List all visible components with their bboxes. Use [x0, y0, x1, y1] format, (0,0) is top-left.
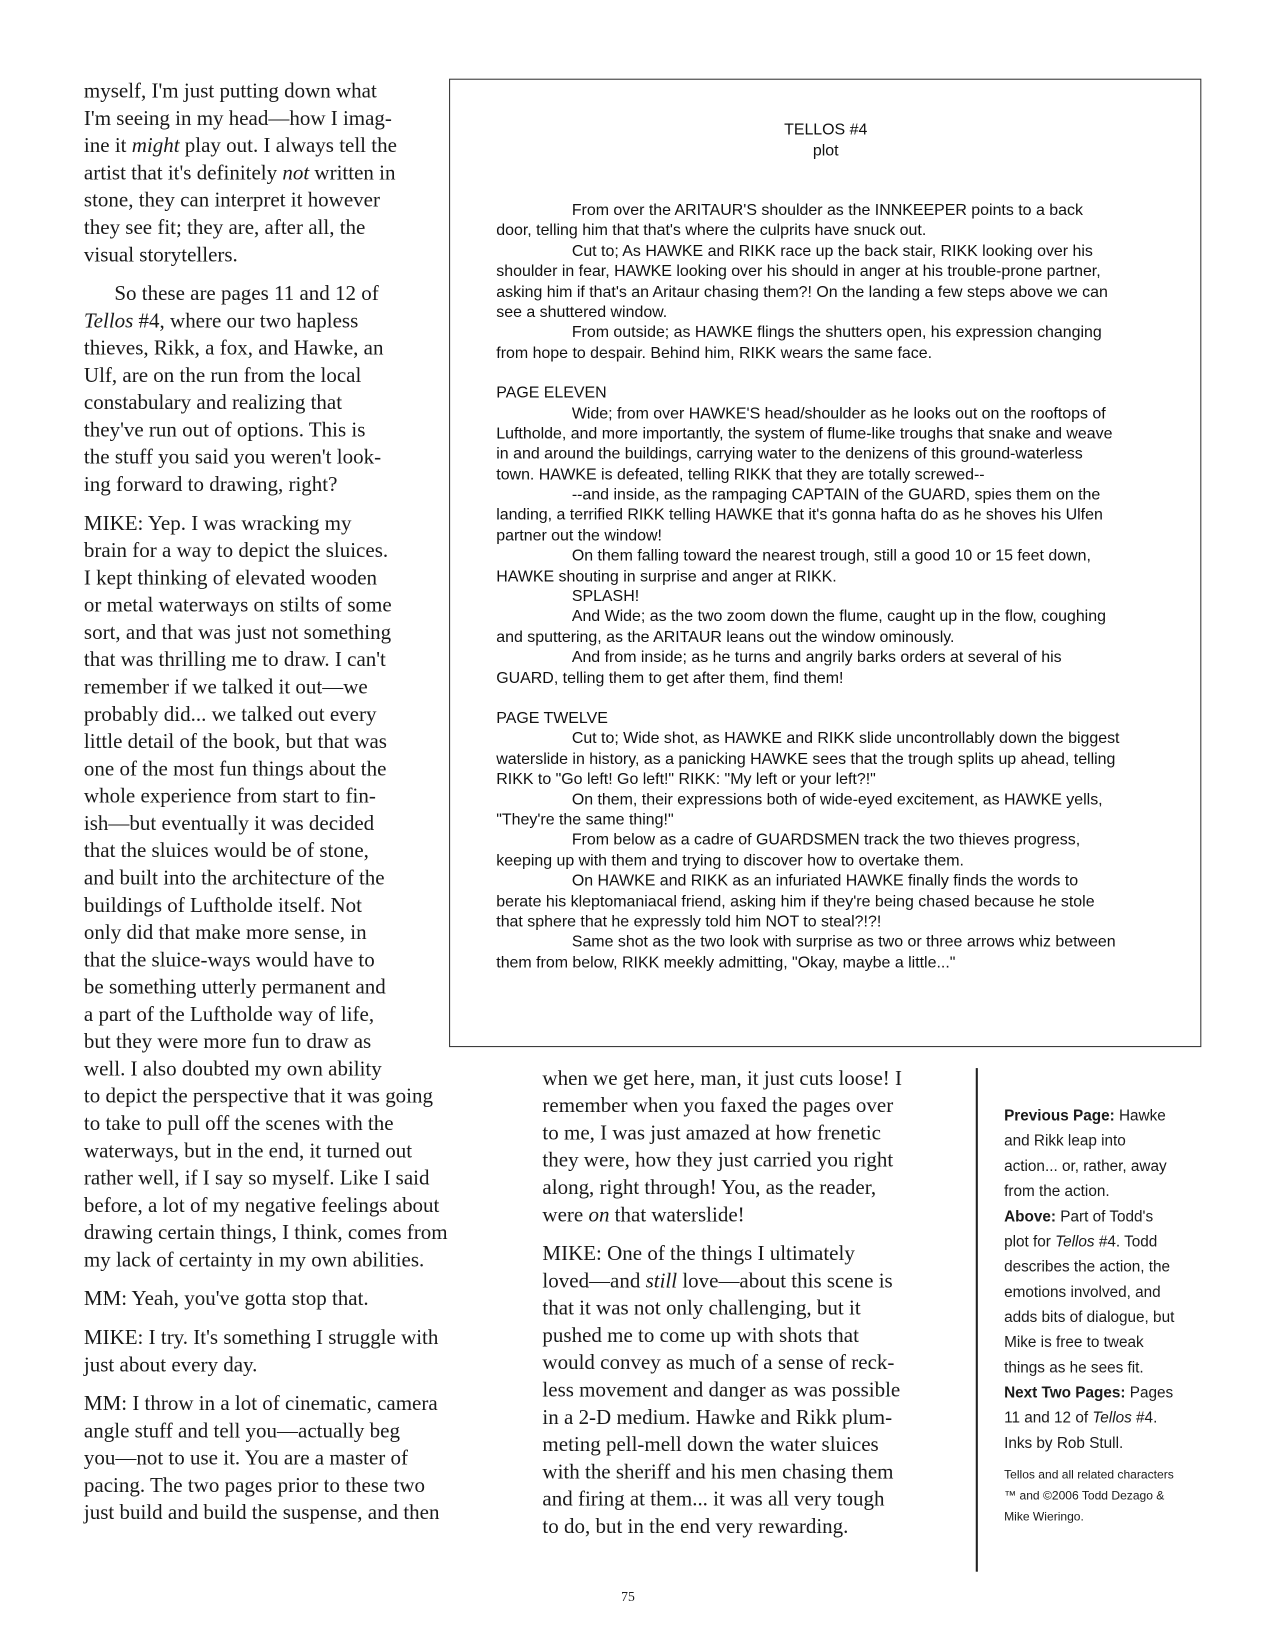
caption-line [1004, 1204, 1174, 1229]
text-line: to take to pull off the scenes with the [83, 1112, 394, 1136]
text-line: myself, I'm just putting down what [83, 79, 377, 103]
text-line: drawing certain things, I think, comes from [83, 1221, 448, 1245]
plot-line: On them falling toward the nearest trough, still a good 10 or 15 feet down, [571, 546, 1091, 565]
text-line: well. I also doubted my own ability [83, 1057, 382, 1081]
caption-line: from the action. [1004, 1183, 1110, 1201]
paragraph [84, 1324, 448, 1379]
text-line: just about every day. [83, 1353, 258, 1377]
text-line: angle stuff and tell you—actually beg [83, 1419, 400, 1443]
text-line: in a 2-D medium. Hawke and Rikk plum- [542, 1405, 893, 1430]
middle-text-column [542, 1065, 902, 1552]
text-line: but they were more fun to draw as [83, 1030, 372, 1054]
plot-line: see a shuttered window. [496, 303, 668, 322]
text-line: to do, but in the end very rewarding. [542, 1515, 849, 1539]
text-line: with the sheriff and his men chasing them [542, 1460, 894, 1484]
plot-line: that sphere that he expressly told him NOT to steal?!?! [496, 912, 882, 931]
text-line: probably did... we talked out every [83, 702, 377, 727]
plot-line: waterslide in history, as a panicking HAWKE sees that the trough splits up ahead, telling [496, 749, 1116, 768]
plot-line: door, telling him that that's where the culprits have snuck out. [496, 221, 927, 240]
text-line [84, 132, 448, 159]
plot-line: in and around the buildings, carrying water to the denizens of this ground-waterless [496, 445, 1083, 464]
plot-line: keeping up with them and trying to discover how to overtake them. [496, 851, 964, 870]
page-number: 75 [621, 1588, 635, 1605]
plot-excerpt-box [449, 79, 1201, 1047]
plot-line: SPLASH! [571, 587, 640, 606]
plot-line: And Wide; as the two zoom down the flume, caught up in the flow, coughing [571, 607, 1106, 626]
bold-label: Next Two Pages: [1004, 1384, 1126, 1402]
caption-divider [976, 1068, 978, 1572]
text-run: plot for [1004, 1233, 1056, 1251]
text-line: that the sluices would be of stone, [83, 839, 369, 863]
text-run: were [542, 1203, 589, 1227]
text-line [542, 1201, 902, 1228]
text-line: they were, how they just carried you right [542, 1148, 894, 1172]
text-line: they've run out of options. This is [83, 418, 366, 442]
plot-text [496, 120, 1155, 973]
caption-line [1004, 1381, 1174, 1406]
plot-line: From below as a cadre of GUARDSMEN track the two thieves progress, [571, 831, 1081, 850]
text-line: remember if we talked it out—we [83, 675, 368, 699]
text-run: written in [309, 161, 396, 185]
plot-line: GUARD, telling them to get after them, find them! [496, 668, 844, 687]
paragraph [84, 1285, 448, 1312]
text-line: brain for a way to depict the sluices. [83, 539, 389, 563]
text-line: MIKE: Yep. I was wracking my [83, 512, 352, 536]
caption-sidebar [1004, 1104, 1174, 1528]
caption-line: emotions involved, and [1004, 1284, 1161, 1302]
caption-line: action... or, rather, away [1004, 1158, 1167, 1176]
italic-run: Tellos [1092, 1410, 1132, 1427]
plot-line: from hope to despair. Behind him, RIKK wears the same face. [496, 343, 933, 362]
credit-line: Mike Wieringo. [1004, 1510, 1084, 1524]
text-line: or metal waterways on stilts of some [83, 593, 392, 617]
text-line: when we get here, man, it just cuts loose! I [542, 1067, 902, 1091]
text-line: waterways, but in the end, it turned out [83, 1139, 413, 1163]
plot-line: Cut to; As HAWKE and RIKK race up the back stair, RIKK looking over his [571, 242, 1093, 260]
caption-line [1004, 1230, 1174, 1255]
plot-section [496, 200, 1155, 363]
text-line: I'm seeing in my head—how I imag- [83, 107, 392, 131]
bold-label: Above: [1004, 1208, 1056, 1226]
plot-line: Cut to; Wide shot, as HAWKE and RIKK slide uncontrollably down the biggest [571, 729, 1120, 748]
plot-section [496, 708, 1155, 972]
text-line: a part of the Luftholde way of life, [83, 1003, 375, 1027]
text-line [84, 159, 448, 186]
italic-run: still [645, 1269, 678, 1293]
text-line: the stuff you said you weren't look- [83, 445, 382, 469]
text-line: constabulary and realizing that [83, 391, 343, 415]
plot-line: From outside; as HAWKE flings the shutters open, his expression changing [571, 323, 1102, 342]
text-line: remember when you faxed the pages over [542, 1094, 894, 1118]
text-line: sort, and that was just not something [83, 621, 392, 645]
text-line: pacing. The two pages prior to these two [83, 1474, 426, 1498]
text-line: that it was not only challenging, but it [542, 1296, 861, 1320]
caption-line: things as he sees fit. [1004, 1359, 1144, 1377]
text-line: only did that make more sense, in [83, 921, 367, 945]
italic-run: on [588, 1203, 610, 1227]
text-line: that was thrilling me to draw. I can't [83, 648, 386, 672]
copyright-credit [1004, 1465, 1174, 1528]
text-run: loved—and [542, 1269, 646, 1293]
text-line: they see fit; they are, after all, the [83, 216, 366, 240]
plot-line: From over the ARITAUR'S shoulder as the INNKEEPER points to a back [571, 201, 1083, 220]
plot-section [496, 383, 1155, 688]
text-line: So these are pages 11 and 12 of [114, 282, 379, 306]
plot-line: landing, a terrified RIKK telling HAWKE that it's gonna hafta do as he shoves his Ulfen [496, 506, 1103, 525]
italic-run: Tellos [83, 309, 134, 333]
text-line: before, a lot of my negative feelings about [83, 1193, 440, 1218]
text-run: Hawke [1114, 1107, 1166, 1125]
paragraph [84, 510, 448, 1274]
caption-line: adds bits of dialogue, but [1004, 1309, 1175, 1327]
paragraph [84, 78, 448, 269]
text-line: Ulf, are on the run from the local [83, 364, 362, 388]
plot-line: town. HAWKE is defeated, telling RIKK that they are totally screwed-- [496, 465, 985, 484]
text-run: Part of Todd's [1055, 1208, 1154, 1226]
text-line: you—not to use it. You are a master of [83, 1446, 408, 1470]
italic-run: might [131, 134, 180, 158]
plot-subtitle: plot [812, 141, 839, 159]
text-line: little detail of the book, but that was [83, 730, 387, 754]
paragraph [84, 1390, 448, 1526]
text-run: #4, where our two hapless [133, 309, 359, 333]
text-line: to me, I was just amazed at how frenetic [542, 1121, 881, 1145]
italic-run: Tellos [1055, 1233, 1095, 1251]
plot-line: Wide; from over HAWKE'S head/shoulder as he looks out on the rooftops of [571, 404, 1106, 423]
left-text-column [84, 78, 448, 1538]
text-line: stone, they can interpret it however [83, 188, 380, 212]
text-line: ing forward to drawing, right? [83, 473, 338, 497]
text-line: along, right through! You, as the reader, [542, 1176, 877, 1200]
plot-line: And from inside; as he turns and angrily barks orders at several of his [571, 648, 1062, 667]
text-line: pushed me to come up with shots that [542, 1324, 859, 1348]
credit-line: Tellos and all related characters [1004, 1468, 1174, 1482]
plot-line: HAWKE shouting in surprise and anger at RIKK. [496, 567, 837, 586]
plot-line: berate his kleptomaniacal friend, asking him if they're being chased because he stole [496, 892, 1095, 911]
plot-line: --and inside, as the rampaging CAPTAIN of the GUARD, spies them on the [571, 485, 1101, 504]
plot-section-heading: PAGE TWELVE [496, 709, 608, 728]
text-line: that the sluice-ways would have to [83, 948, 375, 972]
plot-line: asking him if that's an Aritaur chasing them?! On the landing a few steps above we can [496, 282, 1108, 301]
text-line: MM: I throw in a lot of cinematic, camera [83, 1392, 438, 1416]
caption-line: and Rikk leap into [1004, 1133, 1126, 1150]
text-line: visual storytellers. [83, 243, 238, 267]
text-run: play out. I always tell the [179, 134, 397, 158]
plot-line: shoulder in fear, HAWKE looking over his should in anger at his trouble-prone partner, [496, 262, 1101, 281]
text-run: 11 and 12 of [1004, 1410, 1093, 1427]
text-line: my lack of certainty in my own abilities. [83, 1248, 425, 1272]
text-run: love—about this scene is [677, 1269, 893, 1293]
plot-title: TELLOS #4 [784, 120, 868, 139]
text-line: I kept thinking of elevated wooden [83, 566, 378, 590]
text-line: and built into the architecture of the [83, 866, 385, 890]
text-line: ish—but eventually it was decided [83, 812, 375, 836]
text-run: #4. [1131, 1410, 1158, 1427]
text-line: thieves, Rikk, a fox, and Hawke, an [83, 336, 384, 360]
text-line [542, 1267, 902, 1294]
plot-line: "They're the same thing!" [496, 810, 674, 829]
paragraph [542, 1240, 902, 1540]
text-line: just build and build the suspense, and then [83, 1501, 440, 1525]
plot-section-heading: PAGE ELEVEN [496, 384, 607, 402]
text-line [84, 307, 448, 334]
caption-line: describes the action, the [1004, 1259, 1171, 1276]
plot-line: Luftholde, and more importantly, the system of flume-like troughs that snake and weave [496, 424, 1113, 443]
caption-line [1004, 1406, 1174, 1431]
plot-line: and sputtering, as the ARITAUR leans out the window ominously. [496, 628, 955, 647]
text-line: meting pell-mell down the water sluices [542, 1433, 879, 1457]
text-line: whole experience from start to fin- [83, 784, 376, 808]
plot-line: On them, their expressions both of wide-eyed excitement, as HAWKE yells, [571, 790, 1103, 809]
bold-label: Previous Page: [1004, 1107, 1115, 1125]
plot-line: them from below, RIKK meekly admitting, "Okay, maybe a little..." [496, 953, 956, 972]
caption-line [1004, 1104, 1174, 1129]
text-line: less movement and danger as was possible [542, 1378, 901, 1402]
text-line: and firing at them... it was all very tough [542, 1487, 885, 1511]
text-line: be something utterly permanent and [83, 975, 386, 999]
text-run: ine it [83, 134, 132, 158]
text-line: MIKE: I try. It's something I struggle with [83, 1326, 439, 1350]
text-run: artist that it's definitely [83, 161, 283, 185]
plot-line: RIKK to "Go left! Go left!" RIKK: "My left or your left?!" [496, 770, 876, 789]
paragraph [84, 280, 448, 498]
text-line: MM: Yeah, you've gotta stop that. [83, 1287, 369, 1311]
credit-line: ™ and ©2006 Todd Dezago & [1004, 1489, 1165, 1503]
text-line: rather well, if I say so myself. Like I said [83, 1166, 430, 1190]
caption-line: Inks by Rob Stull. [1004, 1435, 1124, 1453]
text-run: that waterslide! [609, 1203, 745, 1227]
text-line: to depict the perspective that it was going [83, 1084, 433, 1108]
paragraph [542, 1065, 902, 1229]
plot-line: On HAWKE and RIKK as an infuriated HAWKE finally finds the words to [571, 872, 1079, 890]
text-line: one of the most fun things about the [83, 757, 387, 781]
caption-line: Mike is free to tweak [1004, 1334, 1144, 1352]
plot-line: partner out the window! [496, 526, 662, 545]
text-run: #4. Todd [1094, 1233, 1158, 1251]
italic-run: not [282, 161, 310, 185]
text-run: Pages [1125, 1384, 1174, 1402]
text-line: would convey as much of a sense of reck- [542, 1351, 895, 1375]
plot-line: Same shot as the two look with surprise as two or three arrows whiz between [571, 933, 1116, 951]
text-line: buildings of Luftholde itself. Not [83, 893, 362, 918]
text-line: MIKE: One of the things I ultimately [542, 1242, 855, 1266]
